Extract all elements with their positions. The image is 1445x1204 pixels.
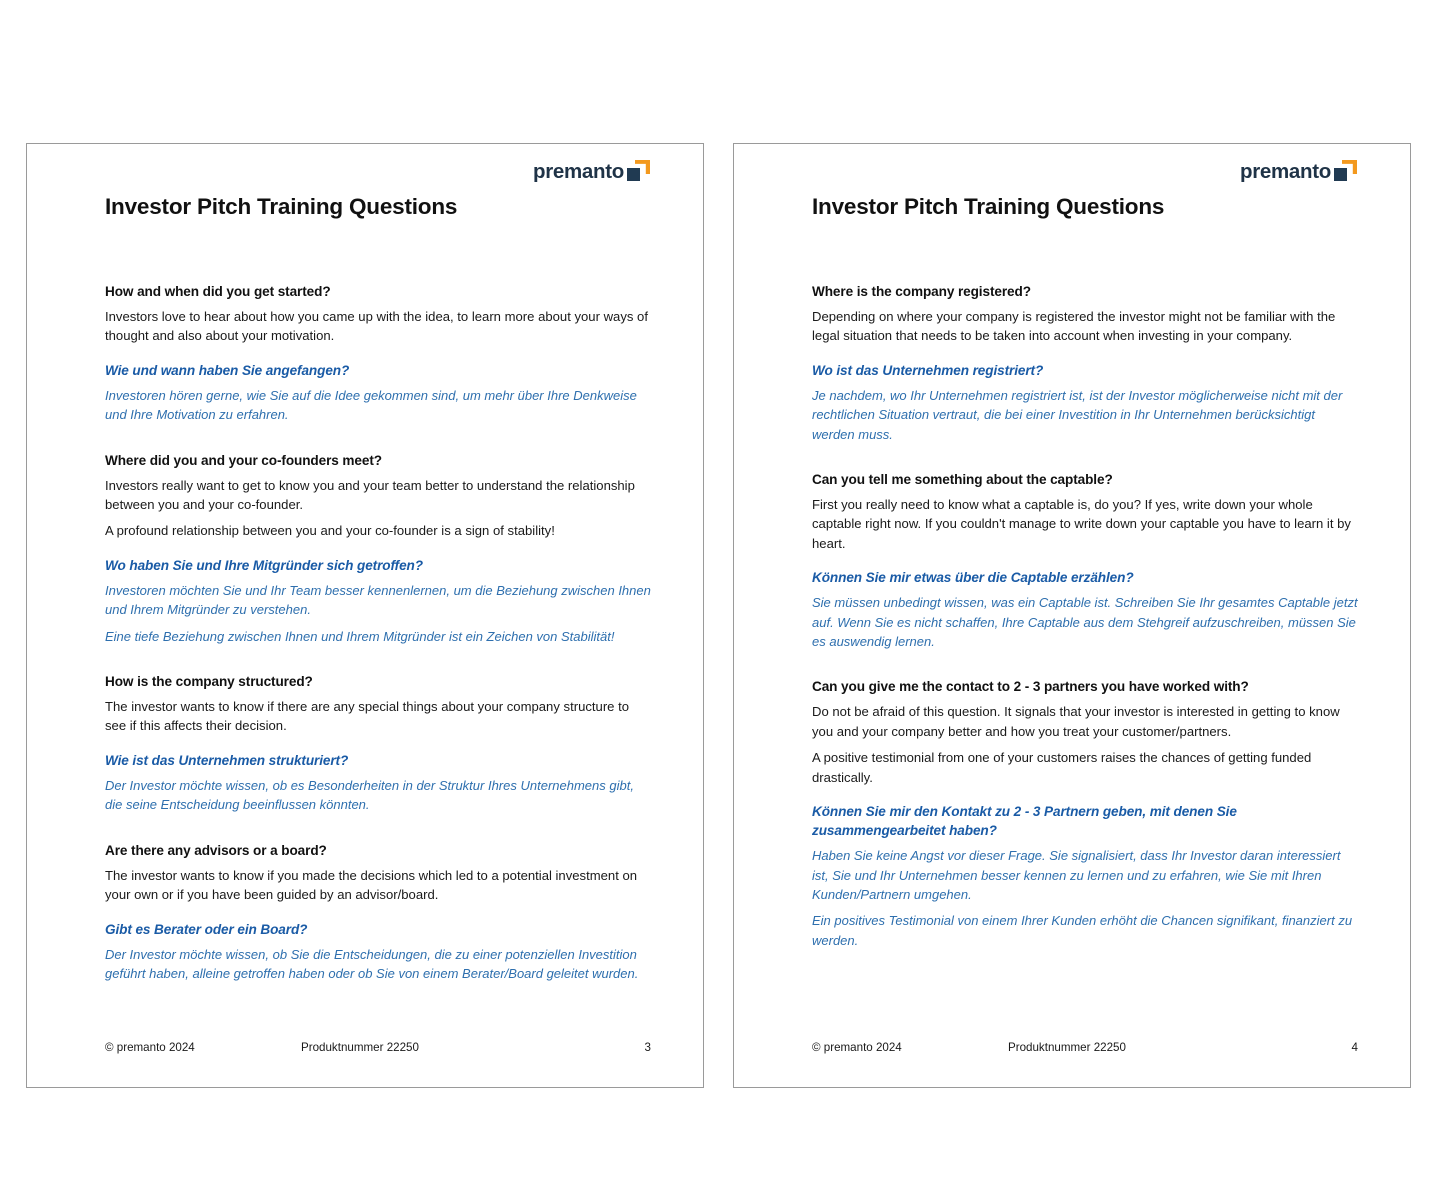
question-heading-de: Gibt es Berater oder ein Board? xyxy=(105,921,308,937)
question-body-en: The investor wants to know if you made the decisions which led to a potential investment on your own or if you have been guided by an advisor/board. xyxy=(105,867,638,903)
question-heading-en: Can you tell me something about the captable? xyxy=(812,472,1113,488)
question-heading-en: How is the company structured? xyxy=(105,674,313,690)
premanto-logo xyxy=(1240,159,1358,189)
footer-copyright: © premanto 2024 xyxy=(105,1041,195,1054)
question-body-en: Do not be afraid of this question. It signals that your investor is interested in getting to know you and your company better and how you treat your customer/partners. xyxy=(812,704,1340,739)
question-heading-de: Können Sie mir etwas über die Captable erzählen? xyxy=(812,570,1134,586)
document-page-3 xyxy=(26,143,704,1088)
question-block xyxy=(105,841,651,984)
footer-copyright: © premanto 2024 xyxy=(812,1041,902,1054)
question-list xyxy=(105,282,651,983)
question-heading-en: Are there any advisors or a board? xyxy=(105,842,327,858)
premanto-logo-mark-icon xyxy=(625,160,651,184)
premanto-logo xyxy=(533,159,651,189)
document-page-4 xyxy=(733,143,1411,1088)
page-footer xyxy=(105,1041,651,1057)
question-heading-en: Where did you and your co-founders meet? xyxy=(105,452,382,468)
question-body-de: Eine tiefe Beziehung zwischen Ihnen und Ihrem Mitgründer ist ein Zeichen von Stabilität! xyxy=(105,628,615,644)
page-title: Investor Pitch Training Questions xyxy=(812,194,1165,219)
question-body-de: Sie müssen unbedingt wissen, was ein Captable ist. Schreiben Sie Ihr gesamtes Captable jetzt auf. Wenn Sie es nicht schaffen, Ihre Captable aus dem Stehgreif aufzuschreiben, müssen Sie es auswendig lernen. xyxy=(812,595,1358,650)
question-block xyxy=(812,470,1358,651)
question-block xyxy=(105,282,651,425)
footer-page-number: 3 xyxy=(644,1041,651,1054)
question-body-en: A profound relationship between you and your co-founder is a sign of stability! xyxy=(105,523,555,539)
page-content-area xyxy=(105,144,651,1087)
question-body-en: Investors really want to get to know you and your team better to understand the relationship between you and your co-founder. xyxy=(105,477,635,513)
question-body-en: The investor wants to know if there are any special things about your company structure to see if this affects their decision. xyxy=(105,699,630,734)
question-heading-de: Können Sie mir den Kontakt zu 2 - 3 Partnern geben, mit denen Sie zusammengearbeitet haben? xyxy=(812,804,1237,839)
question-body-de: Ein positives Testimonial von einem Ihrer Kunden erhöht die Chancen signifikant, finanziert zu werden. xyxy=(812,913,1353,948)
question-heading-en: Where is the company registered? xyxy=(812,284,1031,299)
question-heading-en: How and when did you get started? xyxy=(105,284,331,299)
question-body-en: First you really need to know what a captable is, do you? If yes, write down your whole captable right now. If you couldn't manage to write down your captable you have to learn it by heart. xyxy=(812,497,1351,551)
question-heading-de: Wie ist das Unternehmen strukturiert? xyxy=(105,752,349,768)
logo-navy-square-icon xyxy=(627,168,640,181)
footer-product-number: Produktnummer 22250 xyxy=(301,1041,419,1054)
premanto-logo-mark-icon xyxy=(1332,160,1358,184)
question-body-de: Investoren möchten Sie und Ihr Team besser kennenlernen, um die Beziehung zwischen Ihnen und Ihrem Mitgründer zu verstehen. xyxy=(105,582,651,618)
question-body-de: Investoren hören gerne, wie Sie auf die Idee gekommen sind, um mehr über Ihre Denkweise und Ihre Motivation zu erfahren. xyxy=(105,387,637,423)
page-title: Investor Pitch Training Questions xyxy=(105,194,458,219)
question-body-de: Der Investor möchte wissen, ob Sie die Entscheidungen, die zu einer potenziellen Investition geführt haben, alleine getroffen haben oder ob Sie von einem Berater/Board geleitet wurden. xyxy=(105,946,639,981)
question-heading-de: Wie und wann haben Sie angefangen? xyxy=(105,362,350,378)
question-heading-de: Wo haben Sie und Ihre Mitgründer sich getroffen? xyxy=(105,557,423,573)
question-heading-en: Can you give me the contact to 2 - 3 partners you have worked with? xyxy=(812,679,1249,695)
logo-navy-square-icon xyxy=(1334,168,1347,181)
question-block xyxy=(812,677,1358,950)
question-block xyxy=(812,282,1358,444)
page-footer xyxy=(812,1041,1358,1057)
logo-wordmark: premanto xyxy=(1239,160,1331,183)
question-block xyxy=(105,451,651,646)
question-body-de: Der Investor möchte wissen, ob es Besonderheiten in der Struktur Ihres Unternehmens gibt, die seine Entscheidung beeinflussen könnten. xyxy=(105,777,634,813)
question-heading-de: Wo ist das Unternehmen registriert? xyxy=(812,362,1044,378)
question-body-en: Depending on where your company is registered the investor might not be familiar with the legal situation that needs to be taken into account when investing in your company. xyxy=(812,309,1336,344)
footer-product-number: Produktnummer 22250 xyxy=(1008,1041,1126,1054)
page-content-area xyxy=(812,144,1358,1087)
question-list xyxy=(812,282,1358,950)
question-body-de: Je nachdem, wo Ihr Unternehmen registriert ist, ist der Investor möglicherweise nicht mit der rechtlichen Situation vertraut, die bei einer Investition in Ihr Unternehmen berücksichtigt werden muss. xyxy=(812,387,1343,442)
question-block xyxy=(105,672,651,815)
footer-page-number: 4 xyxy=(1351,1041,1358,1054)
logo-wordmark: premanto xyxy=(532,160,624,183)
question-body-en: Investors love to hear about how you came up with the idea, to learn more about your ways of thought and also about your motivation. xyxy=(105,309,648,344)
question-body-de: Haben Sie keine Angst vor dieser Frage. Sie signalisiert, dass Ihr Investor daran interessiert ist, Sie und Ihr Unternehmen besser kennen zu lernen und zu erfahren, wie Sie mit Ihren Kunden/Partnern umgehen. xyxy=(812,848,1341,902)
question-body-en: A positive testimonial from one of your customers raises the chances of getting funded drastically. xyxy=(812,750,1312,785)
